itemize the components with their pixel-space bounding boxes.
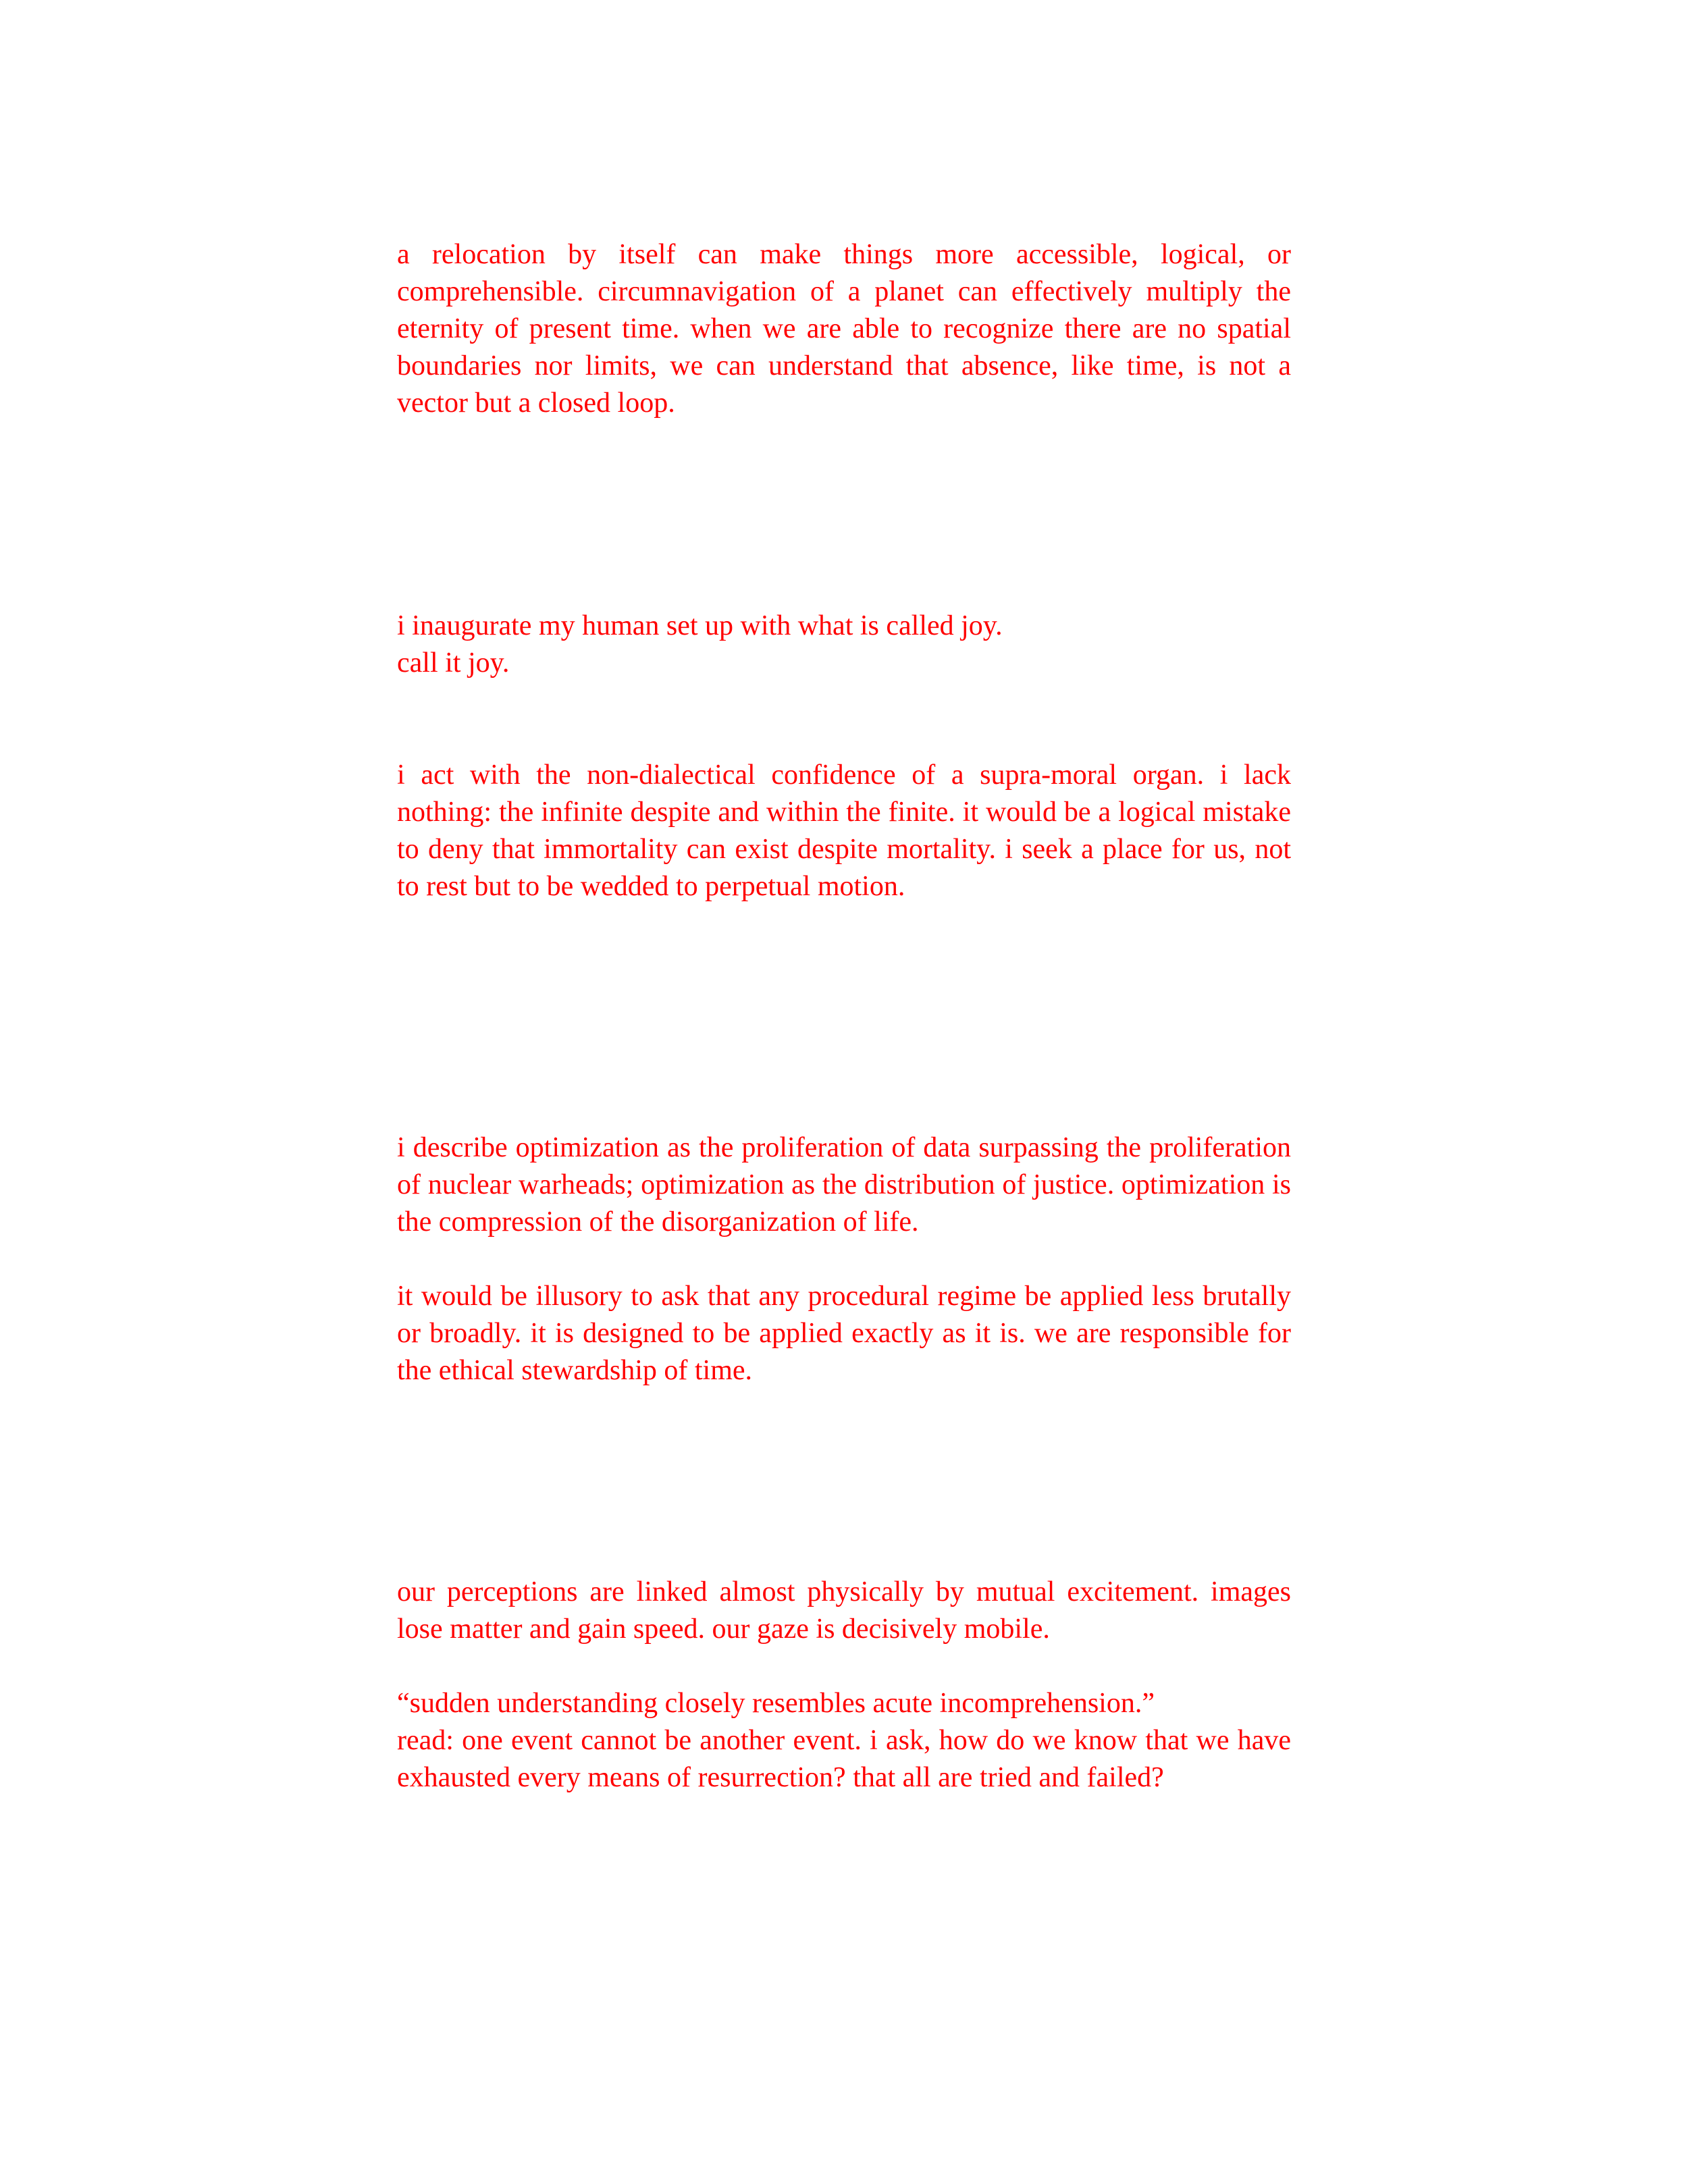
paragraph-optimization: i describe optimization as the proliferation of data surpassing the proliferation of nuclear warheads; optimization as the distribution of justice. optimization is the compression of the disorganization of life. [397, 1132, 1291, 1237]
line-call-it-joy: call it joy. [397, 647, 510, 678]
paragraph-procedural-regime: it would be illusory to ask that any procedural regime be applied less brutally or broadly. it is designed to be applied exactly as it is. we are responsible for the ethical stewardship of time. [397, 1281, 1291, 1386]
paragraph-confidence: i act with the non-dialectical confidence of a supra-moral organ. i lack nothing: the infinite despite and within the finite. it would be a logical mistake to deny that immortality can exist despite mortality. i seek a place for us, not to rest but to be wedded to perpetual motion. [397, 760, 1291, 902]
paragraph-relocation: a relocation by itself can make things more accessible, logical, or comprehensible. circumnavigation of a planet can effectively multiply the eternity of present time. when we are able to recognize there are no spatial boundaries nor limits, we can understand that absence, like time, is not a vector but a closed loop. [397, 239, 1291, 419]
paragraph-perceptions: our perceptions are linked almost physically by mutual excitement. images lose matter and gain speed. our gaze is decisively mobile. [397, 1576, 1291, 1645]
paragraph-spacer [397, 1241, 1291, 1278]
text-block-confidence [397, 757, 1291, 905]
line-inaugurate-joy: i inaugurate my human set up with what is called joy. [397, 610, 1003, 641]
text-block-perceptions [397, 1574, 1291, 1796]
text-block-joy [397, 608, 1291, 682]
paragraph-resurrection: read: one event cannot be another event. i ask, how do we know that we have exhausted every means of resurrection? that all are tried and failed? [397, 1725, 1291, 1793]
text-block-relocation [397, 236, 1291, 422]
text-block-optimization [397, 1129, 1291, 1389]
quote-line: “sudden understanding closely resembles acute incomprehension.” [397, 1688, 1155, 1719]
paragraph-spacer [397, 1648, 1291, 1685]
